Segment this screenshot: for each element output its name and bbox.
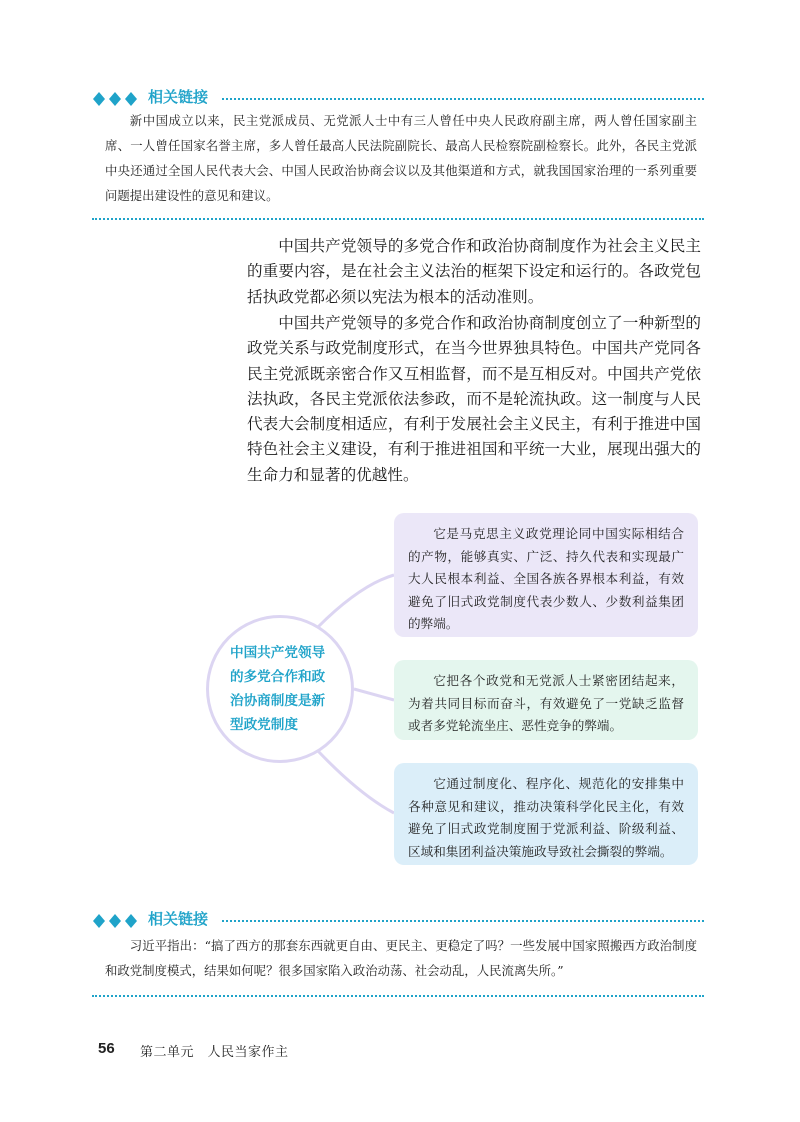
related-link-title: 相关链接	[148, 911, 209, 928]
dotted-divider	[222, 98, 704, 100]
center-circle-text: 中国共产党领导的多党合作和政治协商制度是新型政党制度	[230, 645, 326, 733]
diamond-icon	[109, 92, 121, 106]
related-link-header-2	[92, 910, 704, 932]
feature-bubble-2: 它把各个政党和无党派人士紧密团结起来，为着共同目标而奋斗，有效避免了一党缺乏监督或者多党轮流坐庄、恶性竞争的弊端。	[394, 660, 698, 740]
related-link-text-1: 新中国成立以来，民主党派成员、无党派人士中有三人曾任中央人民政府副主席，两人曾任国家副主席、一人曾任国家名誉主席，多人曾任最高人民法院副院长、最高人民检察院副检察长。此外，各民主党派中央还通过全国人民代表大会、中国人民政治协商会议以及其他渠道和方式，就我国国家治理的一系列重要问题提出建设性的意见和建议。	[105, 113, 697, 203]
dotted-divider	[222, 920, 704, 922]
feature-bubble-3: 它通过制度化、程序化、规范化的安排集中各种意见和建议，推动决策科学化民主化，有效避免了旧式政党制度囿于党派利益、阶级利益、区域和集团利益决策施政导致社会撕裂的弊端。	[394, 763, 698, 865]
party-system-diagram	[200, 505, 705, 875]
body-paragraph-1: 中国共产党领导的多党合作和政治协商制度作为社会主义民主的重要内容，是在社会主义法治的框架下设定和运行的。各政党包括执政党都必须以宪法为根本的活动准则。	[247, 237, 701, 306]
connector-line-1	[318, 575, 394, 627]
diamond-icon	[125, 92, 137, 106]
center-circle	[206, 615, 354, 763]
body-paragraph-2: 中国共产党领导的多党合作和政治协商制度创立了一种新型的政党关系与政党制度形式，在当今世界独具特色。中国共产党同各民主党派既亲密合作又互相监督，而不是互相反对。中国共产党依法执政，各民主党派依法参政，而不是轮流执政。这一制度与人民代表大会制度相适应，有利于发展社会主义民主，有利于推进中国特色社会主义建设，有利于推进祖国和平统一大业，展现出强大的生命力和显著的优越性。	[247, 314, 701, 484]
connector-line-3	[318, 751, 394, 813]
dotted-divider	[92, 995, 704, 997]
connector-line-2	[354, 689, 394, 700]
unit-title: 第二单元 人民当家作主	[140, 1045, 289, 1060]
page-number: 56	[98, 1040, 115, 1057]
diamond-bullets	[92, 91, 152, 107]
related-link-title: 相关链接	[148, 89, 209, 106]
diamond-icon	[109, 914, 121, 928]
diamond-icon	[93, 92, 105, 106]
diamond-bullets	[92, 913, 152, 929]
related-link-header-1	[92, 88, 704, 110]
diamond-icon	[125, 914, 137, 928]
related-link-text-2: 习近平指出：“搞了西方的那套东西就更自由、更民主、更稳定了吗？一些发展中国家照搬西方政治制度和政党制度模式，结果如何呢？很多国家陷入政治动荡、社会动乱，人民流离失所。”	[105, 938, 697, 978]
feature-bubble-1: 它是马克思主义政党理论同中国实际相结合的产物，能够真实、广泛、持久代表和实现最广大人民根本利益、全国各族各界根本利益，有效避免了旧式政党制度代表少数人、少数利益集团的弊端。	[394, 513, 698, 637]
diamond-icon	[93, 914, 105, 928]
dotted-divider	[92, 218, 704, 220]
